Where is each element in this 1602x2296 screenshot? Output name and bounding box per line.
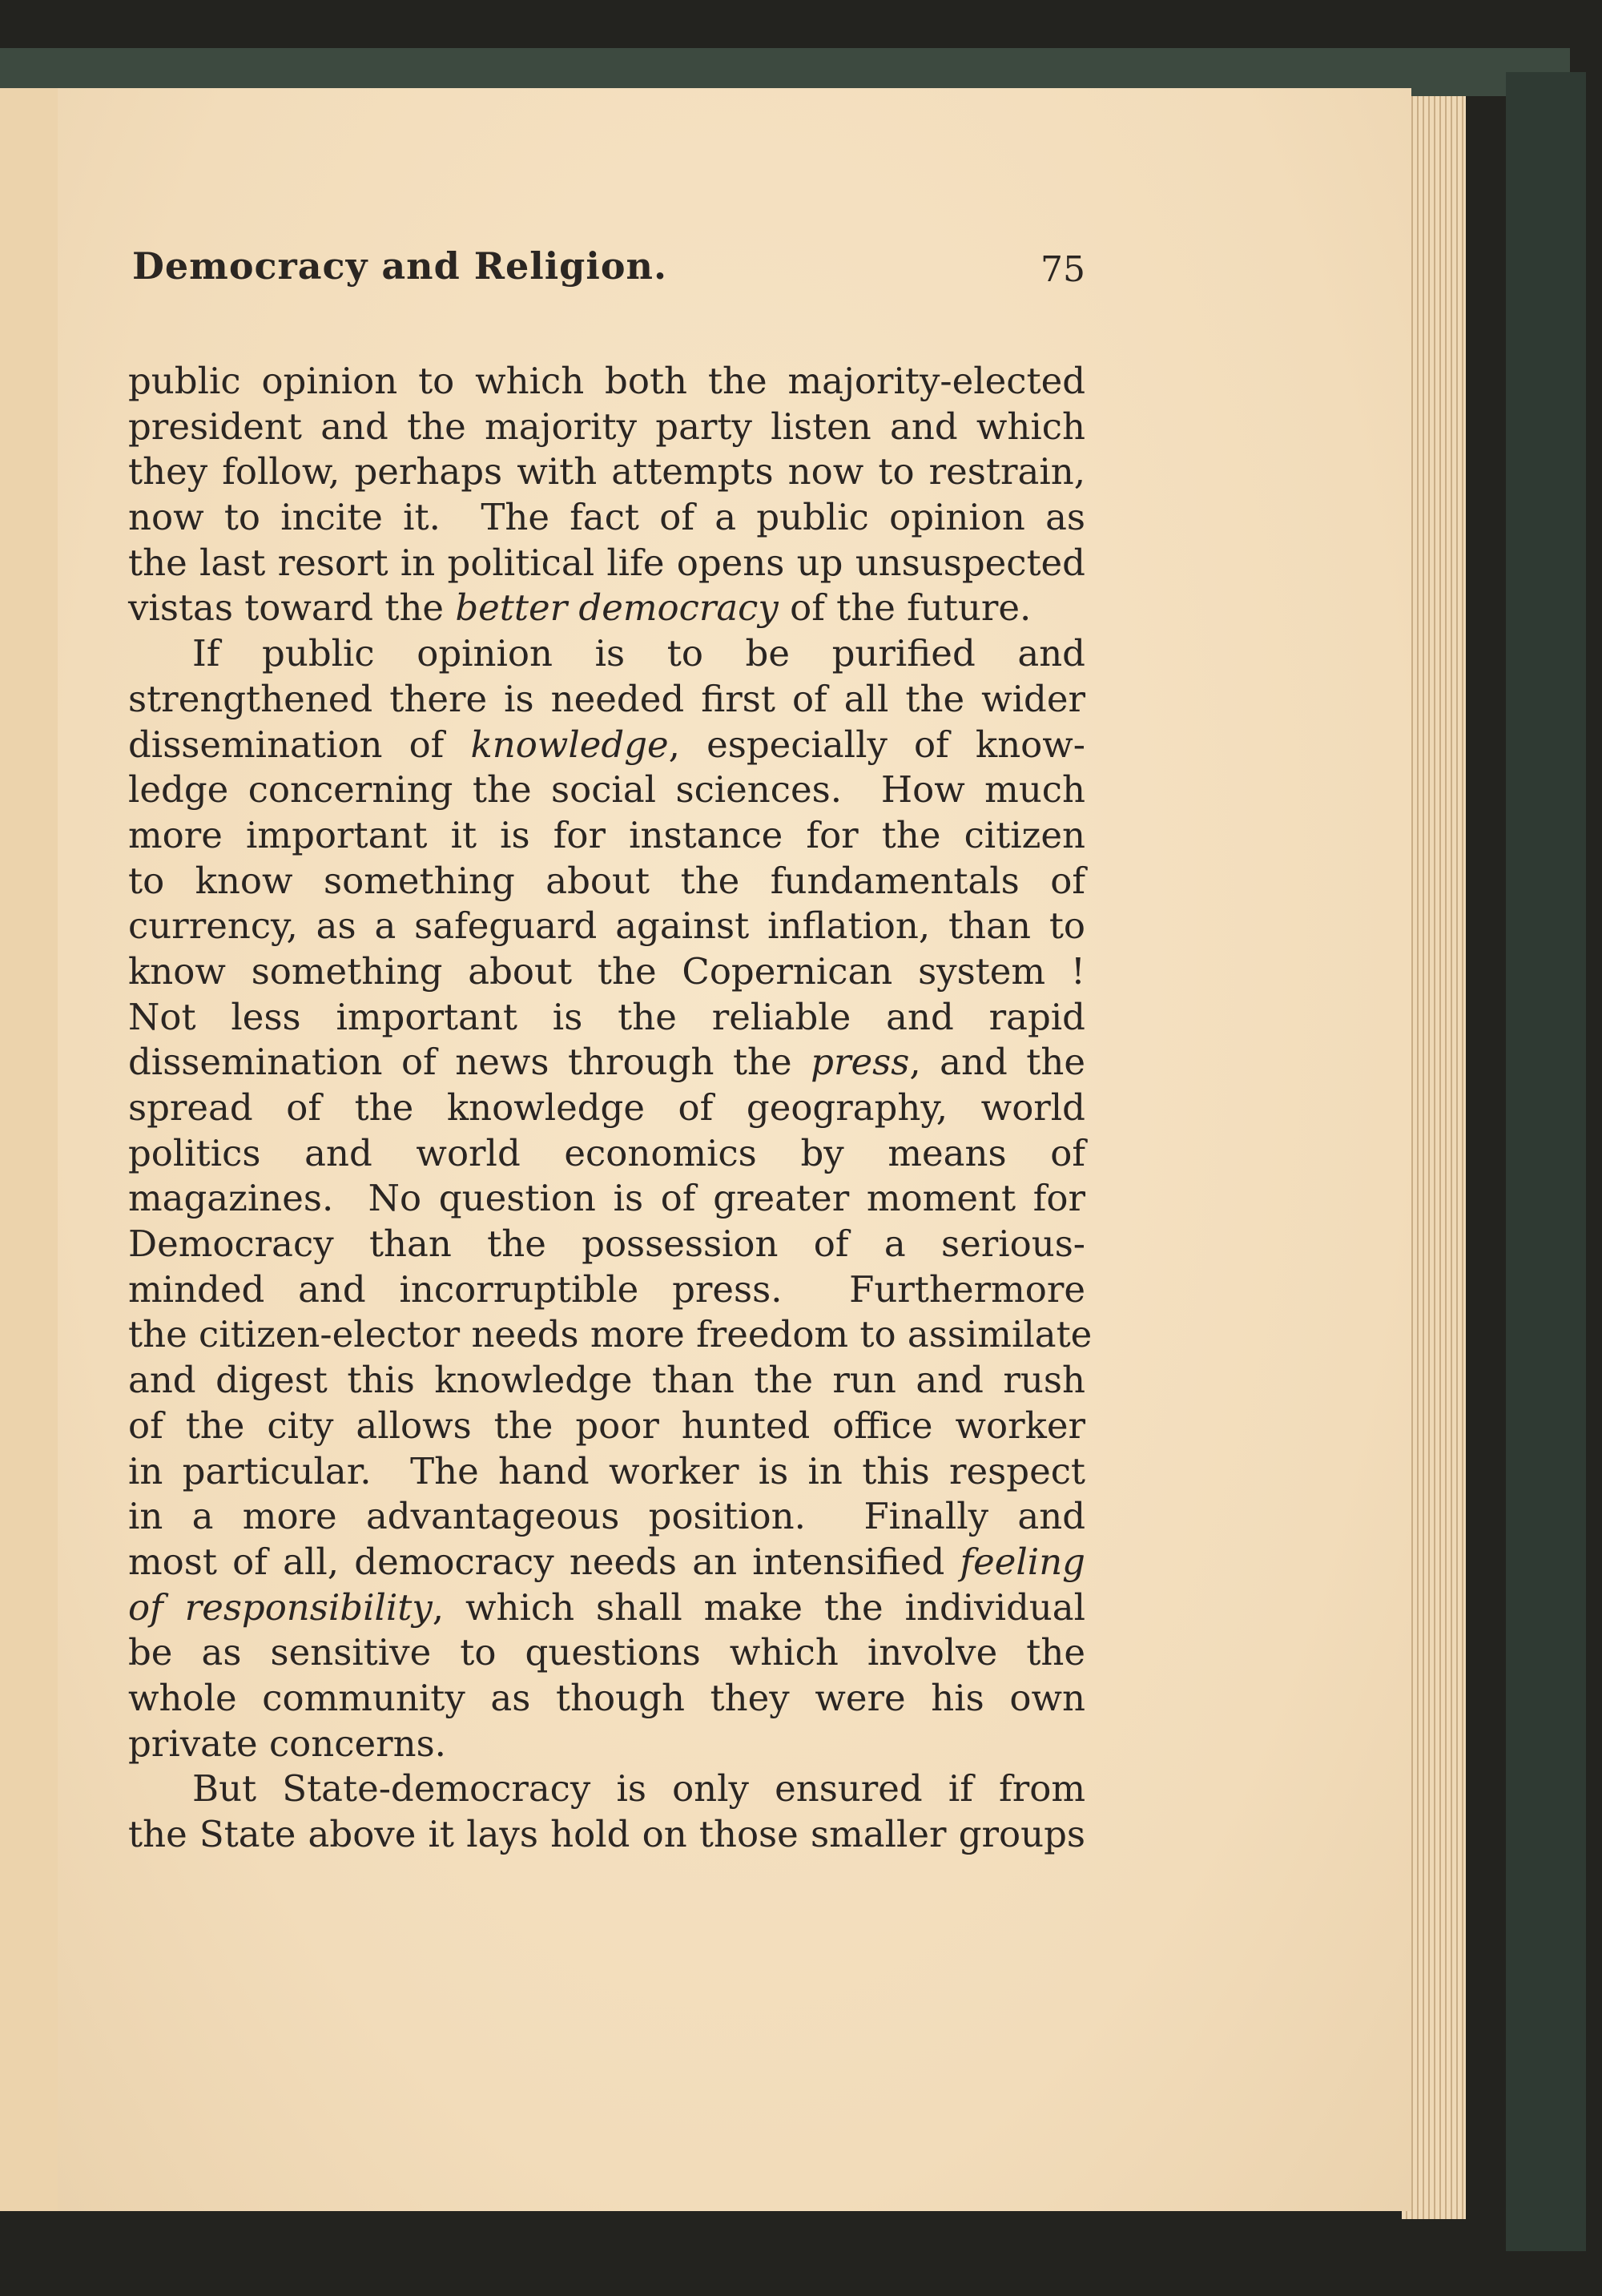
facing-page-edge [0, 88, 60, 2211]
text-line [128, 677, 1085, 723]
text-line [128, 1404, 1085, 1449]
italic-text: of responsibility [128, 1585, 433, 1629]
text-segment: whole community as though they were his own [128, 1676, 1085, 1719]
italic-text: press [811, 1041, 910, 1084]
text-line [128, 995, 1085, 1041]
book-cover-right [1506, 72, 1586, 2251]
text-line [128, 1585, 1085, 1631]
text-segment: of the city allows the poor hunted office worker [128, 1404, 1085, 1447]
text-line [128, 1676, 1085, 1722]
text-segment: If public opinion is to be purified and [192, 632, 1085, 675]
text-line [128, 1358, 1085, 1404]
text-segment: private concerns. [128, 1722, 446, 1765]
text-line [128, 586, 1085, 631]
text-segment: the State above it lays hold on those smaller groups [128, 1813, 1085, 1855]
text-line [128, 1086, 1085, 1131]
text-line [128, 813, 1085, 859]
text-segment: in particular. The hand worker is in this respect [128, 1449, 1085, 1492]
text-segment: Not less important is the reliable and rapid [128, 995, 1085, 1038]
text-segment: spread of the knowledge of geography, world [128, 1086, 1085, 1129]
running-title: Democracy and Religion. [132, 244, 667, 288]
text-segment: , especially of know- [668, 723, 1086, 766]
text-line [128, 1267, 1085, 1313]
text-line [128, 1494, 1085, 1540]
text-segment: the citizen-elector needs more freedom to assimilate [128, 1313, 1093, 1356]
text-segment: most of all, democracy needs an intensified [128, 1540, 960, 1583]
text-line [128, 449, 1085, 495]
text-segment: magazines. No question is of greater moment for [128, 1177, 1085, 1220]
text-line [128, 1722, 1085, 1767]
text-line [128, 495, 1085, 541]
text-line [128, 949, 1085, 995]
text-line [128, 767, 1085, 813]
text-line [128, 1540, 1085, 1585]
page-number: 75 [1040, 249, 1085, 290]
text-segment: in a more advantageous position. Finally and [128, 1495, 1085, 1538]
text-line [128, 1131, 1085, 1177]
text-segment: they follow, perhaps with attempts now to restrain, [128, 450, 1085, 493]
text-line [128, 1222, 1085, 1267]
text-segment: of the future. [778, 586, 1032, 630]
text-segment: , which shall make the individual [432, 1585, 1085, 1629]
text-line [128, 541, 1085, 586]
page-stack-edges [1402, 96, 1466, 2219]
text-line [128, 359, 1085, 405]
text-line [128, 631, 1085, 677]
text-segment: But State-democracy is only ensured if from [192, 1767, 1085, 1811]
text-segment: to know something about the fundamentals of [128, 859, 1085, 902]
text-line [128, 1312, 1093, 1358]
italic-text: knowledge [470, 723, 669, 766]
text-segment: ledge concerning the social sciences. How much [128, 768, 1085, 812]
text-line [128, 1176, 1085, 1222]
italic-text: feeling [960, 1540, 1085, 1583]
text-segment: minded and incorruptible press. Furthermore [128, 1267, 1085, 1311]
text-segment: more important it is for instance for the citizen [128, 813, 1085, 856]
text-line [128, 1766, 1085, 1812]
text-segment: now to incite it. The fact of a public opinion as [128, 496, 1085, 539]
italic-text: better democracy [455, 586, 779, 630]
text-segment: , and the [909, 1041, 1085, 1084]
text-line [128, 1040, 1085, 1086]
text-segment: president and the majority party listen and which [128, 405, 1085, 448]
text-segment: vistas toward the [128, 586, 456, 630]
text-line [128, 904, 1085, 949]
text-segment: dissemination of news through the [128, 1041, 811, 1084]
text-line [128, 1449, 1085, 1495]
text-segment: be as sensitive to questions which involve the [128, 1631, 1085, 1674]
text-segment: know something about the Copernican system ! [128, 949, 1085, 993]
text-segment: and digest this knowledge than the run and rush [128, 1359, 1085, 1402]
text-segment: currency, as a safeguard against inflation, than to [128, 904, 1085, 948]
text-line [128, 1630, 1085, 1676]
text-line [128, 1812, 1085, 1858]
text-segment: public opinion to which both the majority-elected [128, 360, 1085, 402]
text-segment: politics and world economics by means of [128, 1131, 1085, 1174]
running-head [132, 244, 1085, 300]
text-line [128, 405, 1085, 450]
body-text [128, 359, 1093, 1858]
text-segment: dissemination of [128, 723, 471, 766]
text-segment: Democracy than the possession of a serious- [128, 1223, 1085, 1266]
text-line [128, 859, 1085, 904]
text-line [128, 723, 1085, 768]
text-segment: the last resort in political life opens up unsuspected [128, 541, 1085, 584]
text-segment: strengthened there is needed first of all the wider [128, 677, 1085, 720]
